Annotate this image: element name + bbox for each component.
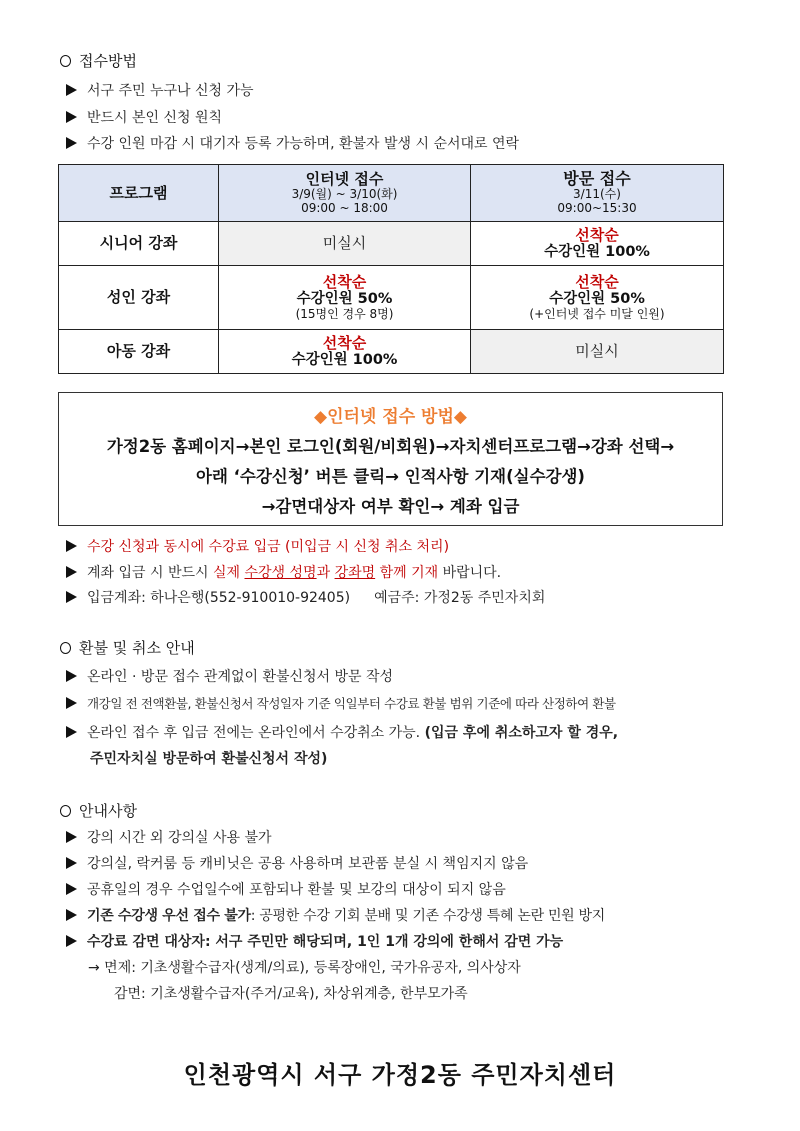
- account-info: 입금계좌: 하나은행(552-910010-92405): [87, 590, 351, 606]
- header-internet: 인터넷 접수 3/9(월) ~ 3/10(화) 09:00 ~ 18:00: [219, 165, 471, 222]
- list-item: [66, 587, 545, 607]
- organization-name: 인천광역시 서구 가정2동 주민자치센터: [183, 1061, 617, 1089]
- account-holder: 예금주: 가정2동 주민자치회: [374, 590, 546, 606]
- list-item: 수강 인원 마감 시 대기자 등록 가능하며, 환불자 발생 시 순서대로 연락: [66, 133, 519, 153]
- triangle-bullet-icon: [66, 697, 77, 709]
- list-item: 개강일 전 전액환불, 환불신청서 작성일자 기준 익일부터 수강료 환불 범위 기준에 따라 산정하여 환불: [66, 694, 616, 712]
- triangle-bullet-icon: [66, 909, 77, 921]
- list-item: 강의실, 락커룸 등 캐비닛은 공용 사용하며 보관품 분실 시 책임지지 않음: [66, 853, 528, 873]
- list-item-continued: 주민자치실 방문하여 환불신청서 작성): [90, 751, 328, 767]
- list-item: 서구 주민 누구나 신청 가능: [66, 80, 254, 100]
- triangle-bullet-icon: [66, 857, 77, 869]
- schedule-table: [58, 164, 724, 374]
- triangle-bullet-icon: [66, 137, 77, 149]
- section-heading-refund: 환불 및 취소 안내: [60, 637, 195, 658]
- triangle-bullet-icon: [66, 670, 77, 682]
- circle-icon: [60, 805, 71, 817]
- reduce-line: 감면: 기초생활수급자(주거/교육), 차상위계층, 한부모가족: [114, 986, 468, 1002]
- box-title: ◆인터넷 접수 방법◆: [314, 407, 467, 427]
- table-row: 시니어 강좌 미실시 선착순 수강인원 100%: [59, 222, 724, 266]
- triangle-bullet-icon: [66, 540, 77, 552]
- triangle-bullet-icon: [66, 566, 77, 578]
- section-heading-apply: [60, 50, 137, 71]
- list-item: 온라인 접수 후 입금 전에는 온라인에서 수강취소 가능. (입금 후에 취소하고자 할 경우,: [66, 722, 618, 742]
- triangle-bullet-icon: [66, 591, 77, 603]
- list-item: 수강 신청과 동시에 수강료 입금 (미입금 시 신청 취소 처리): [66, 536, 449, 556]
- list-item: 온라인 · 방문 접수 관계없이 환불신청서 방문 작성: [66, 666, 393, 686]
- triangle-bullet-icon: [66, 831, 77, 843]
- triangle-bullet-icon: [66, 111, 77, 123]
- internet-method-box: ◆인터넷 접수 방법◆ 가정2동 홈페이지→본인 로그인(회원/비회원)→자치센터프로그램→강좌 선택→ 아래 ‘수강신청’ 버튼 클릭→ 인적사항 기재(실수강생) →감면대상자 여부 확인→ 계좌 입금: [58, 392, 723, 526]
- table-row: 아동 강좌 선착순 수강인원 100% 미실시: [59, 330, 724, 374]
- header-program: 프로그램: [59, 165, 219, 222]
- section-title: 접수방법: [79, 52, 137, 70]
- triangle-bullet-icon: [66, 883, 77, 895]
- triangle-bullet-icon: [66, 84, 77, 96]
- list-item: 기존 수강생 우선 접수 불가: 공평한 수강 기회 분배 및 기존 수강생 특혜 논란 민원 방지: [66, 905, 605, 925]
- list-item: 반드시 본인 신청 원칙: [66, 107, 222, 127]
- section-heading-notice: 안내사항: [60, 800, 137, 821]
- triangle-bullet-icon: [66, 935, 77, 947]
- exempt-line: → 면제: 기초생활수급자(생계/의료), 등록장애인, 국가유공자, 의사상자: [88, 960, 521, 976]
- circle-icon: [60, 55, 71, 67]
- table-row: 성인 강좌 선착순 수강인원 50% (15명인 경우 8명) 선착순 수강인원 50% (+인터넷 접수 미달 인원): [59, 266, 724, 330]
- header-visit: 방문 접수 3/11(수) 09:00~15:30: [471, 165, 724, 222]
- triangle-bullet-icon: [66, 726, 77, 738]
- list-item: 강의 시간 외 강의실 사용 불가: [66, 827, 272, 847]
- list-item: 계좌 입금 시 반드시 실제 수강생 성명과 강좌명 함께 기재 바랍니다.: [66, 562, 501, 582]
- list-item: 수강료 감면 대상자: 서구 주민만 해당되며, 1인 1개 강의에 한해서 감면 가능: [66, 931, 563, 951]
- list-item: 공휴일의 경우 수업일수에 포함되나 환불 및 보강의 대상이 되지 않음: [66, 879, 506, 899]
- table-header-row: [59, 165, 724, 222]
- circle-icon: [60, 642, 71, 654]
